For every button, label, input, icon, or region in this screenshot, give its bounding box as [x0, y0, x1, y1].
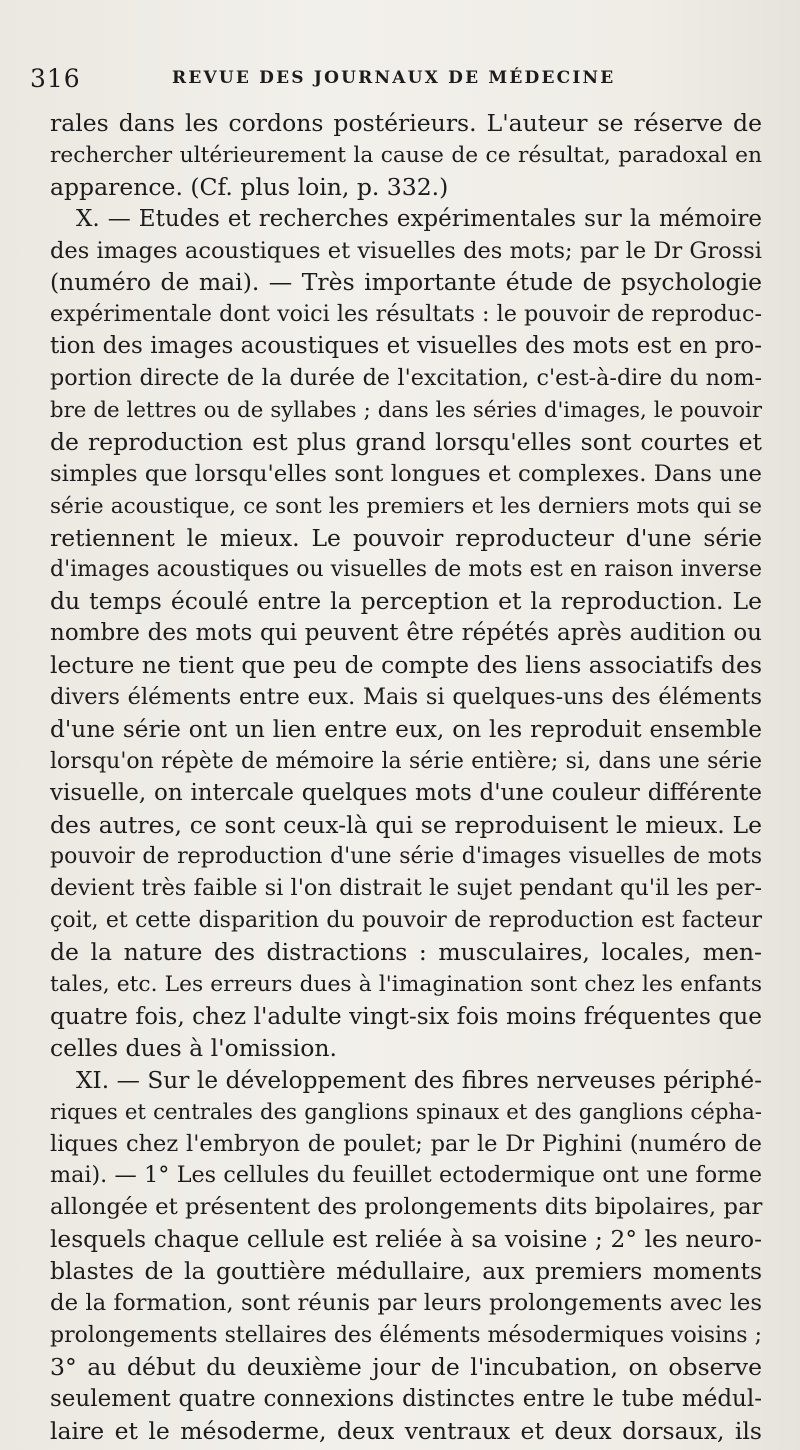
text-line: seulement quatre connexions distinctes entre le tube médul- — [50, 1385, 762, 1412]
text-line: lorsqu'on répète de mémoire la série entière; si, dans une série — [50, 748, 762, 774]
text-line: d'images acoustiques ou visuelles de mots est en raison inverse — [50, 557, 762, 583]
text-line: mai). — 1° Les cellules du feuillet ectodermique ont une forme — [50, 1162, 762, 1189]
text-line: devient très faible si l'on distrait le sujet pendant qu'il les per- — [50, 875, 762, 902]
text-line: blastes de la gouttière médullaire, aux premiers moments — [50, 1257, 762, 1286]
text-line: simples que lorsqu'elles sont longues et complexes. Dans une — [50, 460, 762, 487]
section-heading-xi: XI. — Sur le développement des fibres nerveuses périphé- — [76, 1066, 762, 1094]
text-line: (numéro de mai). — Très importante étude de psychologie — [50, 268, 762, 297]
text-line: quatre fois, chez l'adulte vingt-six fois moins fréquentes que — [50, 1002, 762, 1030]
text-line: prolongements stellaires des éléments mésodermiques voisins ; — [50, 1322, 762, 1348]
body-text — [50, 108, 762, 1447]
text-line: rales dans les cordons postérieurs. L'auteur se réserve de — [50, 109, 762, 137]
text-line: des images acoustiques et visuelles des mots; par le Dr Grossi — [50, 237, 762, 264]
text-line: de reproduction est plus grand lorsqu'elles sont courtes et — [50, 427, 762, 456]
text-line: allongée et présentent des prolongements dits bipolaires, par — [50, 1194, 763, 1221]
text-line: divers éléments entre eux. Mais si quelques-uns des éléments — [50, 684, 762, 711]
text-line: çoit, et cette disparition du pouvoir de reproduction est facteur — [50, 908, 762, 934]
text-line: nombre des mots qui peuvent être répétés après audition ou — [50, 620, 762, 647]
text-line: portion directe de la durée de l'excitation, c'est-à-dire du nom- — [50, 365, 762, 392]
text-line: laire et le mésoderme, deux ventraux et deux dorsaux, ils — [50, 1416, 762, 1445]
text-line: lecture ne tient que peu de compte des liens associatifs des — [50, 651, 762, 680]
text-line: retiennent le mieux. Le pouvoir reproducteur d'une série — [50, 523, 762, 552]
text-line: pouvoir de reproduction d'une série d'images visuelles de mots — [50, 844, 762, 870]
text-line: liques chez l'embryon de poulet; par le Dr Pighini (numéro de — [50, 1130, 762, 1157]
text-line: d'une série ont un lien entre eux, on les reproduit ensemble — [50, 715, 762, 743]
page-header — [30, 64, 790, 94]
text-line: des autres, ce sont ceux-là qui se reproduisent le mieux. Le — [50, 810, 762, 839]
page-number: 316 — [30, 64, 81, 93]
text-line: 3° au début du deuxième jour de l'incubation, on observe — [50, 1352, 762, 1381]
text-line: lesquels chaque cellule est reliée à sa voisine ; 2° les neuro- — [50, 1226, 762, 1254]
text-line: du temps écoulé entre la perception et la reproduction. Le — [50, 587, 762, 616]
text-line: apparence. (Cf. plus loin, p. 332.) — [50, 172, 449, 201]
text-line: riques et centrales des ganglions spinaux et des ganglions cépha- — [50, 1099, 762, 1125]
text-line: tales, etc. Les erreurs dues à l'imagination sont chez les enfants — [50, 972, 762, 998]
text-line: expérimentale dont voici les résultats : le pouvoir de reproduc- — [50, 301, 762, 328]
text-line: de la nature des distractions : musculaires, locales, men- — [50, 938, 762, 967]
text-line: bre de lettres ou de syllabes ; dans les séries d'images, le pouvoir — [50, 398, 762, 424]
text-line: visuelle, on intercale quelques mots d'une couleur différente — [50, 779, 762, 806]
text-line: série acoustique, ce sont les premiers et les derniers mots qui se — [50, 493, 762, 519]
running-head: REVUE DES JOURNAUX DE MÉDECINE — [172, 68, 616, 88]
section-heading-x: X. — Etudes et recherches expérimentales sur la mémoire — [76, 205, 762, 232]
text-line: celles dues à l'omission. — [50, 1033, 337, 1062]
text-line: tion des images acoustiques et visuelles des mots est en pro- — [50, 333, 762, 360]
text-line: de la formation, sont réunis par leurs prolongements avec les — [50, 1289, 762, 1316]
text-line: rechercher ultérieurement la cause de ce résultat, paradoxal en — [50, 142, 762, 168]
